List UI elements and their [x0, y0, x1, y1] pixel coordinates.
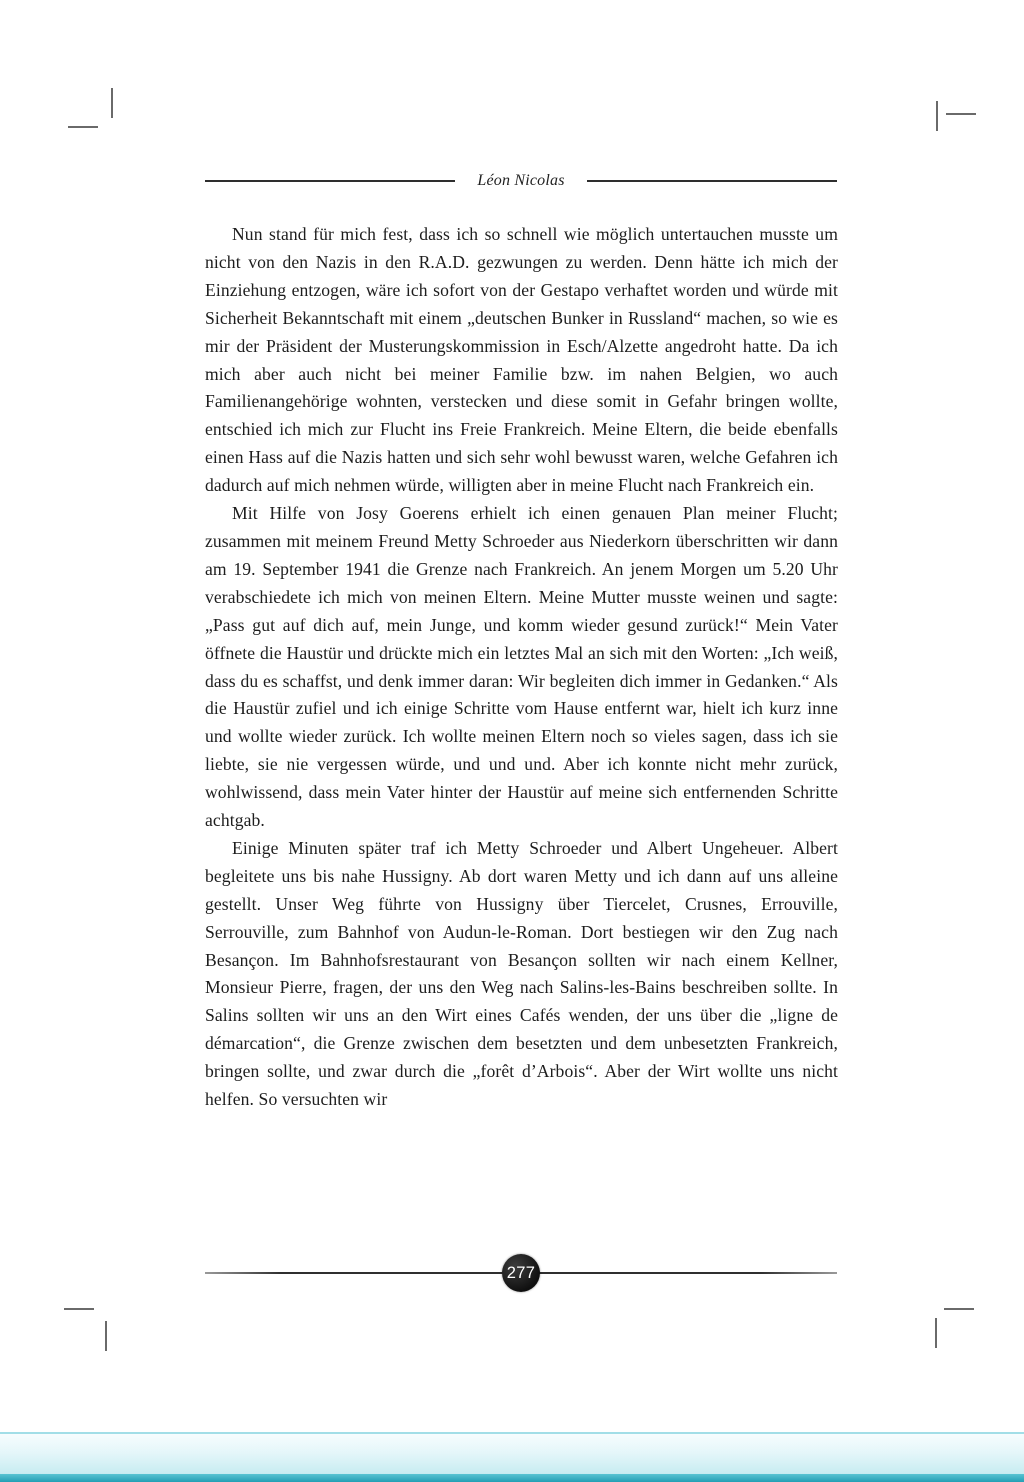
running-header [205, 172, 837, 190]
paragraph-3: Einige Minuten später traf ich Metty Schroeder und Albert Ungeheuer. Albert begleitete uns bis nahe Hussigny. Ab dort waren Metty und ich dann auf uns alleine gestellt. Unser Weg führte von Hussigny über Tiercelet, Crusnes, Errouville, Serrouville, zum Bahnhof von Audun-le-Roman. Dort bestiegen wir den Zug nach Besançon. Im Bahnhofsrestaurant von Besançon sollten wir nach einem Kellner, Monsieur Pierre, fragen, der uns den Weg nach Salins-les-Bains beschreiben sollte. In Salins sollten wir uns an den Wirt eines Cafés wenden, der uns über die „ligne de démarcation“, die Grenze zwischen dem besetzten und dem unbesetzten Frankreich, bringen sollte, und zwar durch die „forêt d’Arbois“. Aber der Wirt wollte uns nicht helfen. So versuchten wir [205, 837, 838, 1110]
crop-mark-bottom-left-horizontal [64, 1308, 94, 1310]
crop-mark-bottom-left-vertical [105, 1321, 107, 1351]
page-number-badge [502, 1254, 540, 1292]
crop-mark-top-left-vertical [111, 88, 113, 118]
crop-mark-top-left-horizontal [68, 126, 98, 128]
crop-mark-bottom-right-vertical [935, 1318, 937, 1348]
page-number: 277 [506, 1263, 536, 1282]
crop-mark-top-right-horizontal [946, 113, 976, 115]
body-text [205, 221, 838, 1114]
header-rule-left [205, 180, 455, 181]
crop-mark-bottom-right-horizontal [944, 1308, 974, 1310]
crop-mark-top-right-vertical [936, 101, 938, 131]
scan-edge-stripe [0, 1432, 1024, 1482]
paragraph-2: Mit Hilfe von Josy Goerens erhielt ich einen genauen Plan meiner Flucht; zusammen mit meinem Freund Metty Schroeder aus Niederkorn überschritten wir dann am 19. September 1941 die Grenze nach Frankreich. An jenem Morgen um 5.20 Uhr verabschiedete ich mich von meinen Eltern. Meine Mutter musste weinen und sagte: „Pass gut auf dich auf, mein Junge, und komm wieder gesund zurück!“ Mein Vater öffnete die Haustür und drückte mich ein letztes Mal an sich mit den Worten: „Ich weiß, dass du es schaffst, und denk immer daran: Wir begleiten dich immer in Gedanken.“ Als die Haustür zufiel und ich einige Schritte vom Hause entfernt war, hielt ich kurz inne und wollte wieder zurück. Ich wollte meinen Eltern noch so vieles sagen, dass ich sie liebte, sie nie vergessen würde, und und und. Aber ich konnte nicht mehr zurück, wohlwissend, dass mein Vater hinter der Haustür auf meine sich entfernenden Schritte achtgab. [205, 503, 838, 831]
header-title: Léon Nicolas [477, 172, 565, 189]
paragraph-1: Nun stand für mich fest, dass ich so schnell wie möglich untertauchen musste um nicht von den Nazis in den R.A.D. gezwungen zu werden. Denn hätte ich mich der Einziehung entzogen, wäre ich sofort von der Gestapo verhaftet worden und würde mit Sicherheit Bekanntschaft mit einem „deutschen Bunker in Russland“ machen, so wie es mir der Präsident der Musterungskommission in Esch/Alzette angedroht hatte. Da ich mich aber auch nicht bei meiner Familie bzw. im nahen Belgien, wo auch Familienangehörige wohnten, verstecken und diese somit in Gefahr bringen wollte, entschied ich mich zur Flucht ins Freie Frankreich. Meine Eltern, die beide ebenfalls einen Hass auf die Nazis hatten und sich sehr wohl bewusst waren, welche Gefahren ich dadurch auf mich nehmen würde, willigten aber in meine Flucht nach Frankreich ein. [205, 224, 838, 496]
header-rule-right [587, 180, 837, 181]
page-footer [205, 1253, 837, 1293]
